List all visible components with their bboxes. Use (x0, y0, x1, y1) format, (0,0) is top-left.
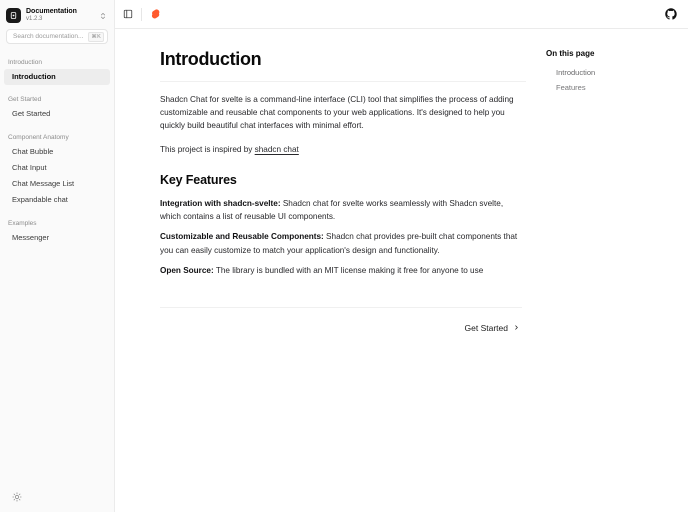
list-item (160, 197, 522, 224)
brand-text-block (26, 8, 93, 23)
nav-group-introduction (0, 56, 114, 85)
content-area (115, 29, 688, 512)
panel-left-icon[interactable] (119, 6, 136, 23)
sidebar-footer (0, 482, 114, 512)
brand-title: Documentation (26, 8, 77, 16)
toc-title: On this page (546, 49, 595, 58)
sidebar-item-chat-bubble[interactable]: Chat Bubble (12, 146, 54, 156)
main-region (115, 0, 688, 512)
feature-term: Integration with shadcn-svelte: (160, 198, 281, 208)
sidebar-nav (0, 54, 114, 482)
app-cube-icon (6, 8, 21, 23)
intro-paragraph: Shadcn Chat for svelte is a command-line interface (CLI) tool that simplifies the process of adding customizable and reusable chat components to your web applications. It's designed to help you quickly build beautiful chat interfaces with minimal effort. (160, 94, 514, 131)
brand-version: v1.2.3 (26, 16, 43, 23)
chevrons-up-down-icon[interactable] (98, 9, 108, 23)
sun-icon[interactable] (10, 490, 24, 504)
toc-item-features[interactable]: Features (556, 83, 586, 92)
sidebar-item-chat-input[interactable]: Chat Input (12, 162, 47, 172)
article-footer-nav (160, 307, 522, 336)
sidebar-item-expandable-chat[interactable]: Expandable chat (12, 195, 68, 205)
search-box[interactable] (6, 29, 108, 44)
search-input[interactable] (13, 33, 85, 40)
feature-term: Open Source: (160, 265, 214, 275)
next-page-link-get-started[interactable] (463, 320, 522, 336)
github-icon[interactable] (662, 5, 680, 23)
feature-description: Shadcn chat provides pre-built chat components that you can easily customize to match your application's design and functionality. (160, 232, 518, 255)
topbar-divider (141, 8, 142, 21)
sidebar-brand-header[interactable] (0, 0, 114, 29)
sidebar-item-get-started[interactable]: Get Started (12, 109, 51, 119)
section-title-key-features: Key Features (160, 172, 237, 187)
nav-group-label: Get Started (8, 96, 42, 104)
sidebar-item-introduction[interactable]: Introduction (4, 69, 110, 85)
chevron-right-icon (513, 323, 520, 333)
next-page-label: Get Started (464, 323, 508, 334)
feature-description: Shadcn chat for svelte works seamlessly with Shadcn svelte, which contains a list of reusable UI components. (160, 198, 504, 221)
sidebar-item-chat-message-list[interactable]: Chat Message List (12, 179, 75, 188)
nav-group-label: Component Anatomy (8, 133, 69, 141)
toc-list (546, 65, 678, 95)
search-shortcut-badge: ⌘K (88, 32, 104, 42)
top-bar (115, 0, 688, 29)
title-divider (160, 81, 526, 82)
sidebar-item-messenger[interactable]: Messenger (12, 232, 50, 242)
nav-group-examples (0, 217, 114, 246)
list-item (160, 264, 522, 277)
nav-group-component-anatomy (0, 131, 114, 209)
page-title: Introduction (160, 49, 262, 69)
nav-group-label: Introduction (8, 59, 42, 66)
shadcn-chat-link[interactable]: shadcn chat (254, 145, 299, 155)
article (115, 29, 538, 512)
on-this-page-toc (538, 29, 688, 512)
list-item (160, 230, 522, 257)
toc-item-introduction[interactable]: Introduction (556, 68, 596, 77)
nav-group-get-started (0, 93, 114, 122)
feature-description: The library is bundled with an MIT license making it free for anyone to use (213, 265, 484, 275)
feature-list (160, 197, 522, 277)
inspired-paragraph (160, 143, 522, 156)
left-sidebar (0, 0, 115, 512)
nav-group-label: Examples (8, 219, 37, 227)
feature-term: Customizable and Reusable Components: (160, 232, 324, 242)
svelte-logo-icon[interactable] (147, 6, 164, 23)
inspired-prefix: This project is inspired by (160, 145, 255, 155)
